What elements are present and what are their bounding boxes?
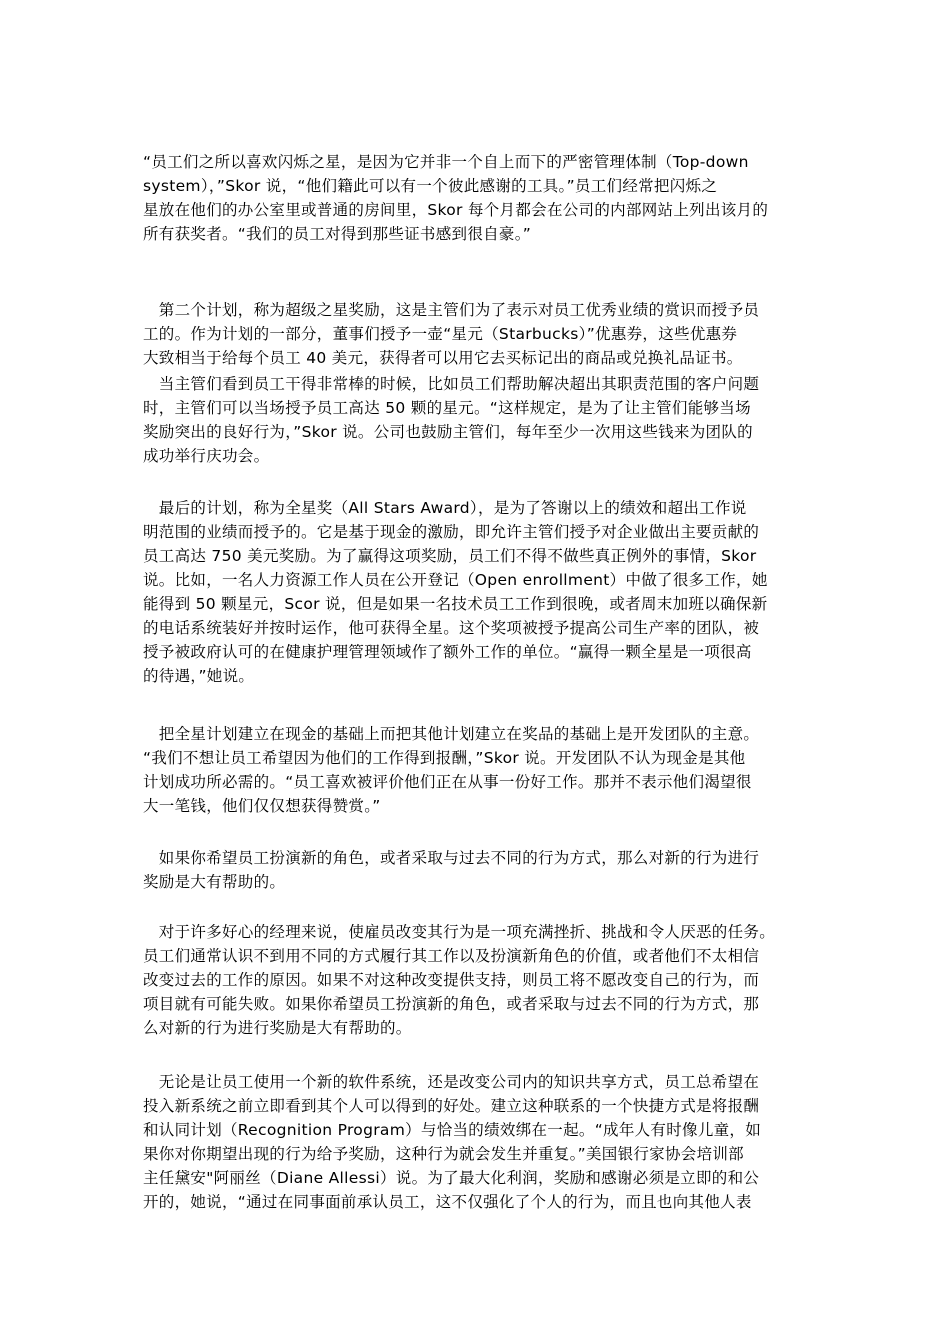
text-line: 奖励是大有帮助的。 — [143, 873, 286, 891]
paragraph-reward-new-roles — [143, 846, 823, 894]
text-line: 当主管们看到员工干得非常棒的时候，比如员工们帮助解决超出其职责范围的客户问题 — [143, 375, 760, 393]
text-line: 员工高达 750 美元奖励。为了赢得这项奖励，员工们不得不做些真正例外的事情，Skor — [143, 547, 757, 565]
text-line: 项目就有可能失败。如果你希望员工扮演新的角色，或者采取与过去不同的行为方式，那 — [143, 995, 760, 1013]
text-line: 的电话系统装好并按时运作，他可获得全星。这个奖项被授予提高公司生产率的团队，被 — [143, 619, 760, 637]
paragraph-change-behavior — [143, 920, 823, 1040]
text-line: 第二个计划，称为超级之星奖励，这是主管们为了表示对员工优秀业绩的赏识而授予员 — [143, 301, 760, 319]
text-line: 果你对你期望出现的行为给予奖励，这种行为就会发生并重复。”美国银行家协会培训部 — [143, 1145, 744, 1163]
text-line: 奖励突出的良好行为，”Skor 说。公司也鼓励主管们，每年至少一次用这些钱来为团队的 — [143, 423, 753, 441]
paragraph-all-stars-award — [143, 496, 823, 688]
text-line: 开的，她说，“通过在同事面前承认员工，这不仅强化了个人的行为，而且也向其他人表 — [143, 1193, 752, 1211]
text-line: 星放在他们的办公室里或普通的房间里，Skor 每个月都会在公司的内部网站上列出该月的 — [143, 201, 769, 219]
text-line: 能得到 50 颗星元，Scor 说，但是如果一名技术员工工作到很晚，或者周末加班以确保新 — [143, 595, 768, 613]
paragraph-recognition-program — [143, 1070, 823, 1214]
text-line: 说。比如，一名人力资源工作人员在公开登记（Open enrollment）中做了很多工作，她 — [143, 571, 768, 589]
text-line: 么对新的行为进行奖励是大有帮助的。 — [143, 1019, 412, 1037]
text-line: 和认同计划（Recognition Program）与恰当的绩效绑在一起。“成年人有时像儿童，如 — [143, 1121, 762, 1139]
paragraph-super-star — [143, 298, 823, 370]
text-line: 改变过去的工作的原因。如果不对这种改变提供支持，则员工将不愿改变自己的行为，而 — [143, 971, 760, 989]
text-line: 把全星计划建立在现金的基础上而把其他计划建立在奖品的基础上是开发团队的主意。 — [143, 725, 760, 743]
paragraph-shining-star — [143, 150, 823, 246]
text-line: 成功举行庆功会。 — [143, 447, 270, 465]
text-line: 计划成功所必需的。“员工喜欢被评价他们正在从事一份好工作。那并不表示他们渴望很 — [143, 773, 752, 791]
text-line: 明范围的业绩而授予的。它是基于现金的激励，即允许主管们授予对企业做出主要贡献的 — [143, 523, 760, 541]
text-line: 员工们通常认识不到用不同的方式履行其工作以及扮演新角色的价值，或者他们不太相信 — [143, 947, 760, 965]
text-line: 时，主管们可以当场授予员工高达 50 颗的星元。“这样规定，是为了让主管们能够当场 — [143, 399, 751, 417]
text-line: 对于许多好心的经理来说，使雇员改变其行为是一项充满挫折、挑战和令人厌恶的任务。 — [143, 923, 776, 941]
text-line: system），”Skor 说，“他们籍此可以有一个彼此感谢的工具。”员工们经常把闪烁之 — [143, 177, 718, 195]
text-line: 大一笔钱，他们仅仅想获得赞赏。” — [143, 797, 381, 815]
text-line: “员工们之所以喜欢闪烁之星，是因为它并非一个自上而下的严密管理体制（Top-down — [143, 153, 749, 171]
paragraph-supervisor-award — [143, 372, 823, 468]
text-line: 无论是让员工使用一个新的软件系统，还是改变公司内的知识共享方式，员工总希望在 — [143, 1073, 760, 1091]
text-line: 大致相当于给每个员工 40 美元，获得者可以用它去买标记出的商品或兑换礼品证书。 — [143, 349, 743, 367]
text-line: 如果你希望员工扮演新的角色，或者采取与过去不同的行为方式，那么对新的行为进行 — [143, 849, 760, 867]
text-line: 最后的计划，称为全星奖（All Stars Award），是为了答谢以上的绩效和超出工作说 — [143, 499, 747, 517]
text-line: 投入新系统之前立即看到其个人可以得到的好处。建立这种联系的一个快捷方式是将报酬 — [143, 1097, 760, 1115]
text-line: 的待遇，”她说。 — [143, 667, 255, 685]
text-line: 所有获奖者。“我们的员工对得到那些证书感到很自豪。” — [143, 225, 532, 243]
text-line: 工的。作为计划的一部分，董事们授予一壶“星元（Starbucks）”优惠券，这些优惠券 — [143, 325, 738, 343]
text-line: 授予被政府认可的在健康护理管理领域作了额外工作的单位。“赢得一颗全星是一项很高 — [143, 643, 752, 661]
paragraph-cash-basis — [143, 722, 823, 818]
text-line: “我们不想让员工希望因为他们的工作得到报酬，”Skor 说。开发团队不认为现金是其他 — [143, 749, 746, 767]
text-line: 主任黛安"阿丽丝（Diane Allessi）说。为了最大化利润，奖励和感谢必须是立即的和公 — [143, 1169, 760, 1187]
